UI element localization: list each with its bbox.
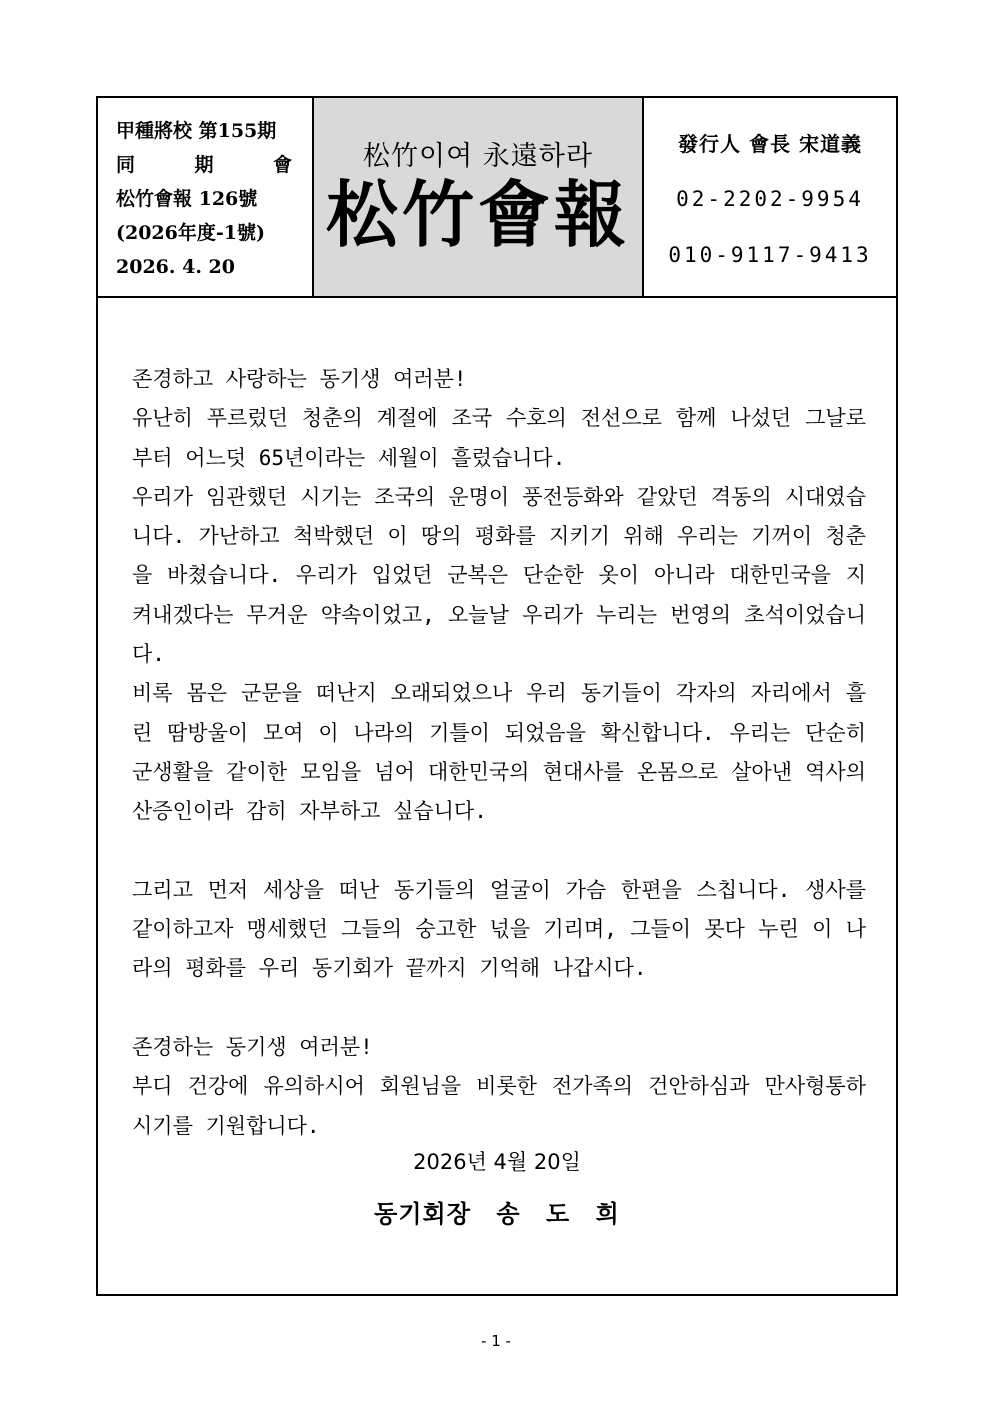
publisher-name: 發行人 會長 宋道義: [678, 132, 862, 156]
association-label: [116, 148, 292, 182]
slogan: 松竹이여 永遠하라: [363, 141, 593, 172]
paragraph: 비록 몸은 군문을 떠난지 오래되었으나 우리 동기들이 각자의 자리에서 흘린 땀방울이 모여 이 나라의 기틀이 되었음을 확신합니다. 우리는 단순히 군생활을 같이한 모임을 넘어 대한민국의 현대사를 온몸으로 살아낸 역사의 산증인이라 감히 자부하고 싶습니다.: [132, 681, 866, 824]
letter-date: 2026년 4월 20일: [413, 1150, 581, 1174]
signature: 동기회장 송 도 희: [374, 1200, 620, 1228]
title-block: [314, 98, 644, 296]
class-label: 甲種將校 第155期: [116, 120, 277, 142]
paragraph: 유난히 푸르렀던 청춘의 계절에 조국 수호의 전선으로 함께 나섰던 그날로부터 어느덧 65년이라는 세월이 흘렀습니다.: [132, 406, 866, 470]
closing-paragraph: 부디 건강에 유의하시어 회원님을 비롯한 전가족의 건안하심과 만사형통하시기를 기원합니다.: [132, 1074, 866, 1138]
association-char-2: 期: [194, 154, 214, 176]
paragraph-gap: [132, 989, 866, 1028]
masthead: [98, 98, 896, 298]
newsletter-frame: [96, 96, 898, 1296]
issue-year-number: (2026年度-1號): [116, 222, 265, 244]
paragraph-gap: [132, 832, 866, 871]
issue-info: [98, 98, 314, 296]
issue-date: 2026. 4. 20: [116, 256, 236, 278]
page-number: - 1 -: [481, 1332, 511, 1350]
closing-greeting: 존경하는 동기생 여러분!: [132, 1035, 373, 1060]
association-char-3: 會: [272, 154, 292, 176]
publisher-block: [644, 98, 896, 296]
letter-body: [132, 360, 866, 1146]
phone-number-1: 02-2202-9954: [676, 187, 864, 211]
paragraph: 그리고 먼저 세상을 떠난 동기들의 얼굴이 가슴 한편을 스칩니다. 생사를 같이하고자 맹세했던 그들의 숭고한 넋을 기리며, 그들이 못다 누린 이 나라의 평화를 우리 동기회가 끝까지 기억해 나갑시다.: [132, 877, 866, 981]
phone-number-2: 010-9117-9413: [668, 243, 872, 267]
newsletter-title: 松竹會報: [325, 172, 630, 257]
association-char-1: 同: [116, 154, 136, 176]
greeting: 존경하고 사랑하는 동기생 여러분!: [132, 367, 467, 391]
paragraph: 우리가 임관했던 시기는 조국의 운명이 풍전등화와 같았던 격동의 시대였습니다. 가난하고 척박했던 이 땅의 평화를 지키기 위해 우리는 기꺼이 청춘을 바쳤습니다. 우리가 입었던 군복은 단순한 옷이 아니라 대한민국을 지켜내겠다는 무거운 약속이었고, 오늘날 우리가 누리는 번영의 초석이었습니다.: [132, 484, 866, 667]
issue-number: 松竹會報 126號: [116, 188, 258, 210]
